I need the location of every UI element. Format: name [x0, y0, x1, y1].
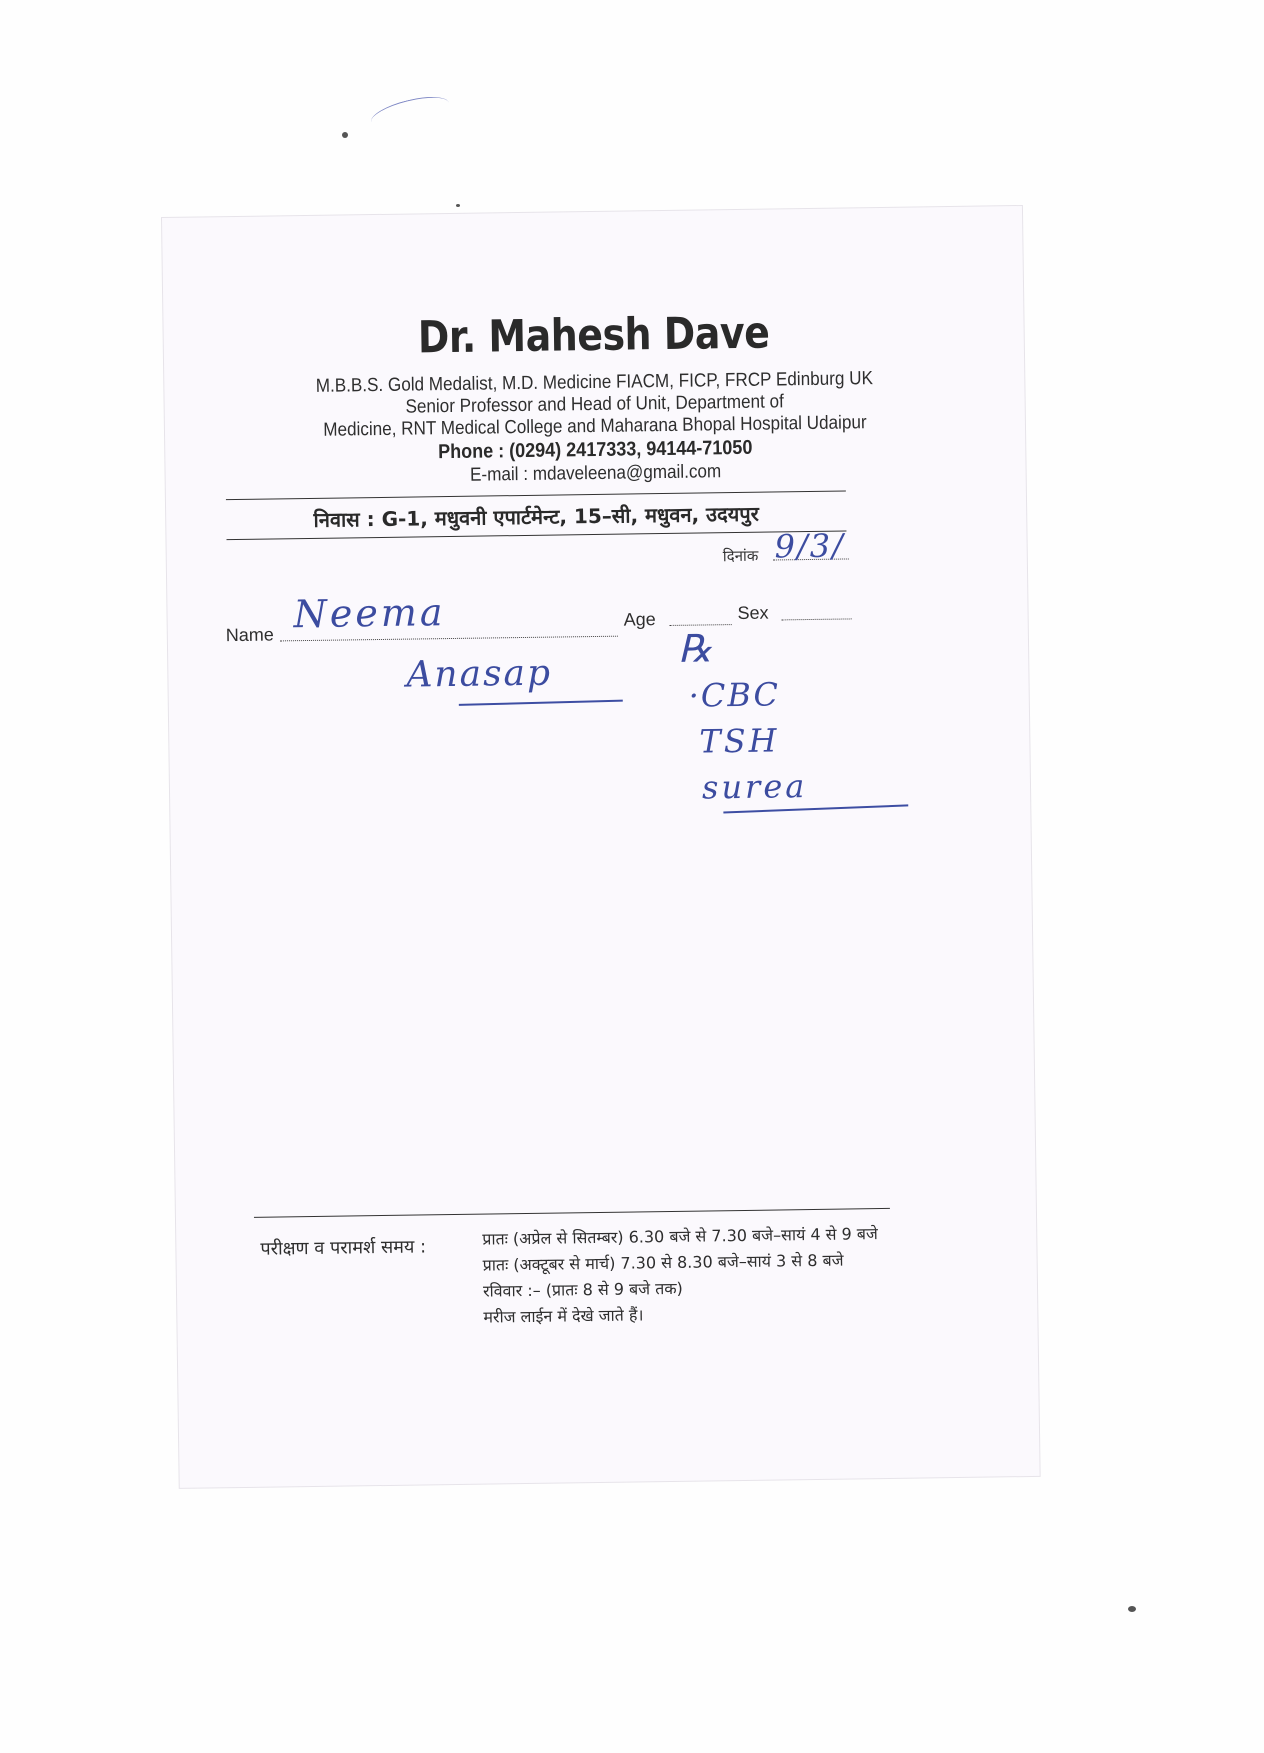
handwritten-test: ·CBC — [688, 675, 781, 715]
diagnosis-underline — [459, 700, 623, 706]
sex-dotted-line — [782, 618, 852, 620]
dust-speck — [1128, 1606, 1136, 1612]
prescription-sheet — [162, 206, 1040, 1488]
phone-value: (0294) 2417333, 94144-71050 — [509, 436, 753, 463]
institution-line: Medicine, RNT Medical College and Maharana Bhopal Hospital Udaipur — [323, 412, 867, 441]
timing-line: मरीज लाईन में देखे जाते हैं। — [483, 1305, 644, 1327]
timing-line: रविवार :– (प्रातः 8 से 9 बजे तक) — [482, 1278, 683, 1301]
name-label: Name — [225, 624, 274, 646]
age-label: Age — [623, 609, 656, 630]
name-dotted-line — [280, 636, 618, 642]
header-divider-top — [226, 490, 846, 500]
handwritten-test: TSH — [699, 721, 780, 761]
timing-label: परीक्षण व परामर्श समय : — [260, 1236, 427, 1260]
handwritten-diagnosis: Anasap — [406, 652, 553, 696]
timing-line: प्रातः (अक्टूबर से मार्च) 7.30 से 8.30 बजे–सायं 3 से 8 बजे — [482, 1250, 844, 1275]
email-line: E-mail : mdaveleena@gmail.com — [469, 461, 722, 486]
date-label: दिनांक — [722, 546, 759, 566]
handwritten-date: 9/3/ — [774, 526, 846, 566]
qualification-line: M.B.B.S. Gold Medalist, M.D. Medicine FIACM, FICP, FRCP Edinburg UK — [315, 368, 874, 397]
residence-address: निवास : G-1, मधुवनी एपार्टमेन्ट, 15–सी, मधुवन, उदयपुर — [313, 501, 759, 532]
sex-label: Sex — [737, 602, 769, 624]
dust-speck — [342, 132, 348, 138]
designation-line: Senior Professor and Head of Unit, Department of — [405, 391, 784, 418]
timing-line: प्रातः (अप्रेल से सितम्बर) 6.30 बजे से 7.30 बजे–सायं 4 से 9 बजे — [482, 1224, 878, 1249]
rx-symbol: ℞ — [677, 626, 713, 671]
footer-divider — [254, 1208, 890, 1218]
phone-label: Phone : — [438, 440, 505, 464]
handwritten-patient-name: Neema — [293, 590, 446, 637]
handwritten-test: surea — [701, 767, 808, 807]
doctor-name: Dr. Mahesh Dave — [417, 307, 770, 364]
dust-speck — [456, 204, 460, 207]
